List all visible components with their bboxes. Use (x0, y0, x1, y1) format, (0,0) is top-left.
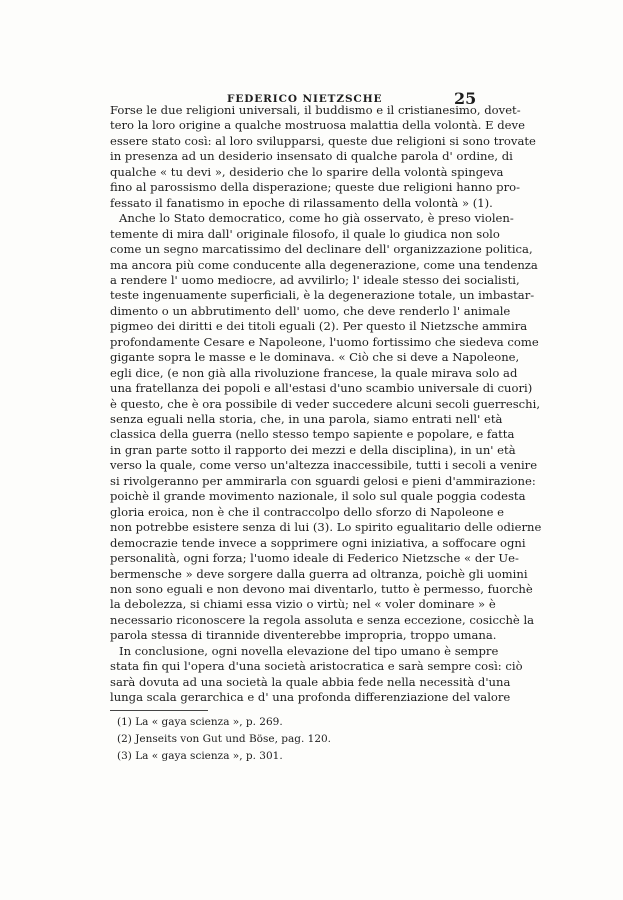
footnote-3: (3) La « gaya scienza », p. 301. (117, 750, 283, 762)
body-line: pigmeo dei diritti e dei titoli eguali (2). Per questo il Nietzsche ammira (110, 319, 528, 334)
body-line: non sono eguali e non devono mai diventarlo, tutto è permesso, fuorchè (110, 581, 533, 596)
body-line: in presenza ad un desiderio insensato di qualche parola d' ordine, di (110, 149, 513, 164)
body-line: come un segno marcatissimo del declinare dell' organizzazione politica, (110, 242, 533, 257)
body-line: gloria eroica, non è che il contraccolpo dello sforzo di Napoleone e (110, 504, 504, 519)
body-line: ma ancora più come conducente alla degenerazione, come una tendenza (110, 257, 538, 272)
body-line: temente di mira dall' originale filosofo, il quale lo giudica non solo (110, 226, 500, 241)
body-line: tero la loro origine a qualche mostruosa malattia della volontà. E deve (110, 118, 525, 133)
body-line: necessario riconoscere la regola assoluta e senza eccezione, cosicchè la (110, 612, 535, 627)
body-line: poichè il grande movimento nazionale, il solo sul quale poggia codesta (110, 489, 526, 504)
body-line: in gran parte sotto il rapporto dei mezzi e della disciplina), in un' età (110, 442, 516, 457)
body-line: In conclusione, ogni novella elevazione del tipo umano è sempre (119, 643, 499, 658)
body-line: non potrebbe esistere senza di lui (3). Lo spirito egualitario delle odierne (110, 520, 542, 535)
body-line: Forse le due religioni universali, il buddismo e il cristianesimo, dovet- (110, 103, 521, 117)
footnote-2: (2) Jenseits von Gut und Böse, pag. 120. (117, 733, 332, 745)
body-line: a rendere l' uomo mediocre, ad avvilirlo; l' ideale stesso dei socialisti, (110, 272, 520, 287)
body-line: senza eguali nella storia, che, in una parola, siamo entrati nell' età (110, 412, 503, 426)
footnote-separator (110, 710, 208, 711)
body-line: fessato il fanatismo in epoche di rilassamento della volontà » (1). (110, 195, 493, 210)
body-line: egli dice, (e non già alla rivoluzione francese, la quale mirava solo ad (110, 365, 518, 380)
body-line: personalità, ogni forza; l'uomo ideale di Federico Nietzsche « der Ue- (110, 551, 519, 566)
body-line: classica della guerra (nello stesso tempo sapiente e popolare, e fatta (110, 427, 515, 442)
body-line: dimento o un abbrutimento dell' uomo, che deve renderlo l' animale (110, 303, 511, 318)
body-line: verso la quale, come verso un'altezza inaccessibile, tutti i secoli a venire (110, 458, 538, 473)
body-line: si rivolgeranno per ammirarla con sguardi gelosi e pieni d'ammirazione: (110, 473, 536, 488)
body-line: qualche « tu devi », desiderio che lo sparire della volontà spingeva (110, 164, 504, 179)
body-line: fino al parossismo della disperazione; queste due religioni hanno pro- (110, 180, 521, 195)
page-number: 25 (454, 89, 477, 108)
running-header-title: FEDERICO NIETZSCHE (227, 93, 383, 105)
body-line: stata fin qui l'opera d'una società aristocratica e sarà sempre così: ciò (110, 659, 523, 674)
body-line: teste ingenuamente superficiali, è la degenerazione totale, un imbastar- (110, 288, 535, 303)
body-line: Anche lo Stato democratico, come ho già osservato, è preso violen- (119, 211, 514, 226)
body-line: gigante sopra le masse e le dominava. « Ciò che si deve a Napoleone, (110, 350, 520, 365)
body-line: democrazie tende invece a sopprimere ogni iniziativa, a soffocare ogni (110, 535, 526, 550)
body-line: profondamente Cesare e Napoleone, l'uomo fortissimo che siedeva come (110, 334, 539, 349)
body-line: una fratellanza dei popoli e all'estasi d'uno scambio universale di cuori) (110, 381, 533, 396)
body-line: bermensche » deve sorgere dalla guerra ad oltranza, poichè gli uomini (110, 566, 528, 581)
body-line: sarà dovuta ad una società la quale abbia fede nella necessità d'una (110, 674, 511, 689)
body-line: lunga scala gerarchica e d' una profonda differenziazione del valore (110, 690, 511, 705)
body-line: la debolezza, si chiami essa vizio o virtù; nel « voler dominare » è (110, 597, 496, 612)
body-line: essere stato così: al loro svilupparsi, queste due religioni si sono trovate (110, 133, 536, 148)
body-line: è questo, che è ora possibile di veder succedere alcuni secoli guerreschi, (110, 396, 541, 411)
body-line: parola stessa di tirannide diventerebbe impropria, troppo umana. (110, 628, 497, 643)
footnote-1: (1) La « gaya scienza », p. 269. (117, 716, 283, 728)
